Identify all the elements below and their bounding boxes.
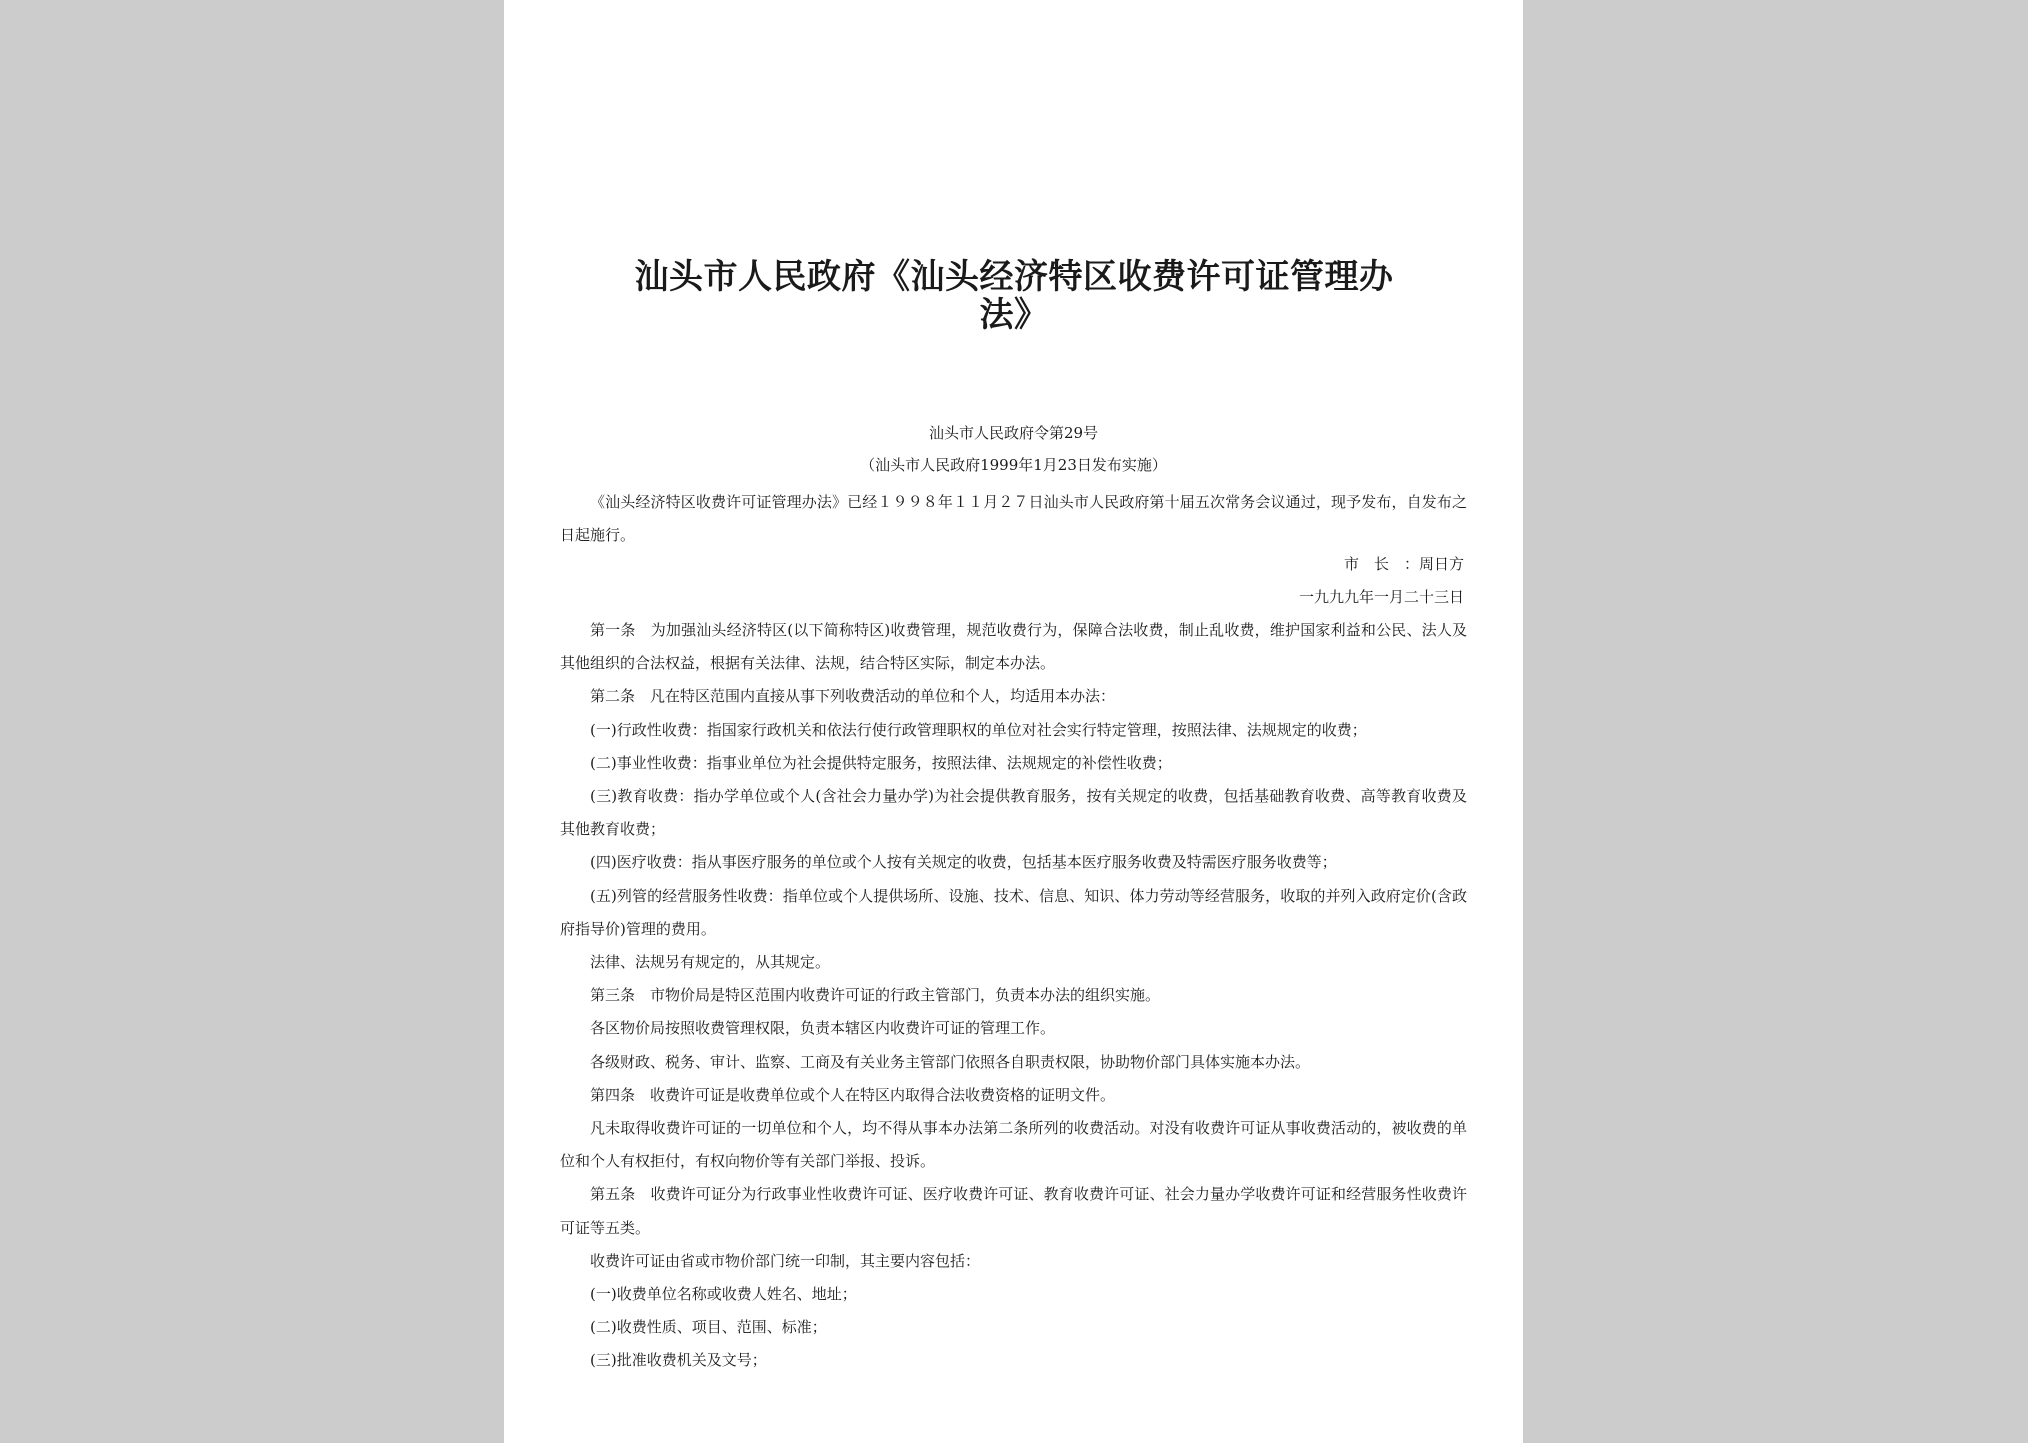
document-page xyxy=(504,0,1523,1443)
article-paragraph: 第一条 为加强汕头经济特区(以下简称特区)收费管理，规范收费行为，保障合法收费，制止乱收费，维护国家利益和公民、法人及其他组织的合法权益，根据有关法律、法规，结合特区实际，制定本办法。 xyxy=(560,621,1467,673)
article-paragraph: (五)列管的经营服务性收费：指单位或个人提供场所、设施、技术、信息、知识、体力劳动等经营服务，收取的并列入政府定价(含政府指导价)管理的费用。 xyxy=(560,886,1467,938)
article-paragraph: 第五条 收费许可证分为行政事业性收费许可证、医疗收费许可证、教育收费许可证、社会力量办学收费许可证和经营服务性收费许可证等五类。 xyxy=(560,1185,1467,1237)
article-paragraph: (三)批准收费机关及文号； xyxy=(590,1351,767,1370)
document-body xyxy=(560,614,1467,1378)
article-paragraph: (一)收费单位名称或收费人姓名、地址； xyxy=(590,1285,857,1304)
signature-line: 市 长 ：周日方 xyxy=(1343,555,1464,573)
article-paragraph: (四)医疗收费：指从事医疗服务的单位或个人按有关规定的收费，包括基本医疗服务收费及特需医疗服务收费等； xyxy=(590,853,1337,872)
article-paragraph: 凡未取得收费许可证的一切单位和个人，均不得从事本办法第二条所列的收费活动。对没有收费许可证从事收费活动的，被收费的单位和个人有权拒付，有权向物价等有关部门举报、投诉。 xyxy=(560,1119,1467,1171)
article-paragraph: 第四条 收费许可证是收费单位或个人在特区内取得合法收费资格的证明文件。 xyxy=(590,1085,1116,1104)
article-paragraph: 收费许可证由省或市物价部门统一印制，其主要内容包括： xyxy=(590,1251,981,1270)
article-paragraph: (三)教育收费：指办学单位或个人(含社会力量办学)为社会提供教育服务，按有关规定的收费，包括基础教育收费、高等教育收费及其他教育收费； xyxy=(560,787,1467,839)
article-paragraph: (二)事业性收费：指事业单位为社会提供特定服务，按照法律、法规规定的补偿性收费； xyxy=(590,753,1172,772)
preamble-paragraph: 《汕头经济特区收费许可证管理办法》已经１９９８年１１月２７日汕头市人民政府第十届五次常务会议通过，现予发布，自发布之日起施行。 xyxy=(560,493,1467,545)
article-paragraph: 第三条 市物价局是特区范围内收费许可证的行政主管部门，负责本办法的组织实施。 xyxy=(590,986,1161,1005)
article-paragraph: (一)行政性收费：指国家行政机关和依法行使行政管理职权的单位对社会实行特定管理，按照法律、法规规定的收费； xyxy=(590,720,1367,739)
article-paragraph: 各级财政、税务、审计、监察、工商及有关业务主管部门依照各自职责权限，协助物价部门具体实施本办法。 xyxy=(590,1052,1311,1071)
article-paragraph: (二)收费性质、项目、范围、标准； xyxy=(590,1318,827,1337)
signature-date: 一九九九年一月二十三日 xyxy=(1298,588,1464,606)
article-paragraph: 第二条 凡在特区范围内直接从事下列收费活动的单位和个人，均适用本办法： xyxy=(590,687,1116,706)
article-paragraph: 法律、法规另有规定的，从其规定。 xyxy=(590,953,831,972)
issue-note: （汕头市人民政府1999年1月23日发布实施） xyxy=(860,456,1167,474)
order-number: 汕头市人民政府令第29号 xyxy=(928,424,1099,442)
preamble-block xyxy=(560,486,1467,552)
document-title: 汕头市人民政府《汕头经济特区收费许可证管理办法》 xyxy=(634,257,1394,335)
article-paragraph: 各区物价局按照收费管理权限，负责本辖区内收费许可证的管理工作。 xyxy=(590,1019,1056,1038)
